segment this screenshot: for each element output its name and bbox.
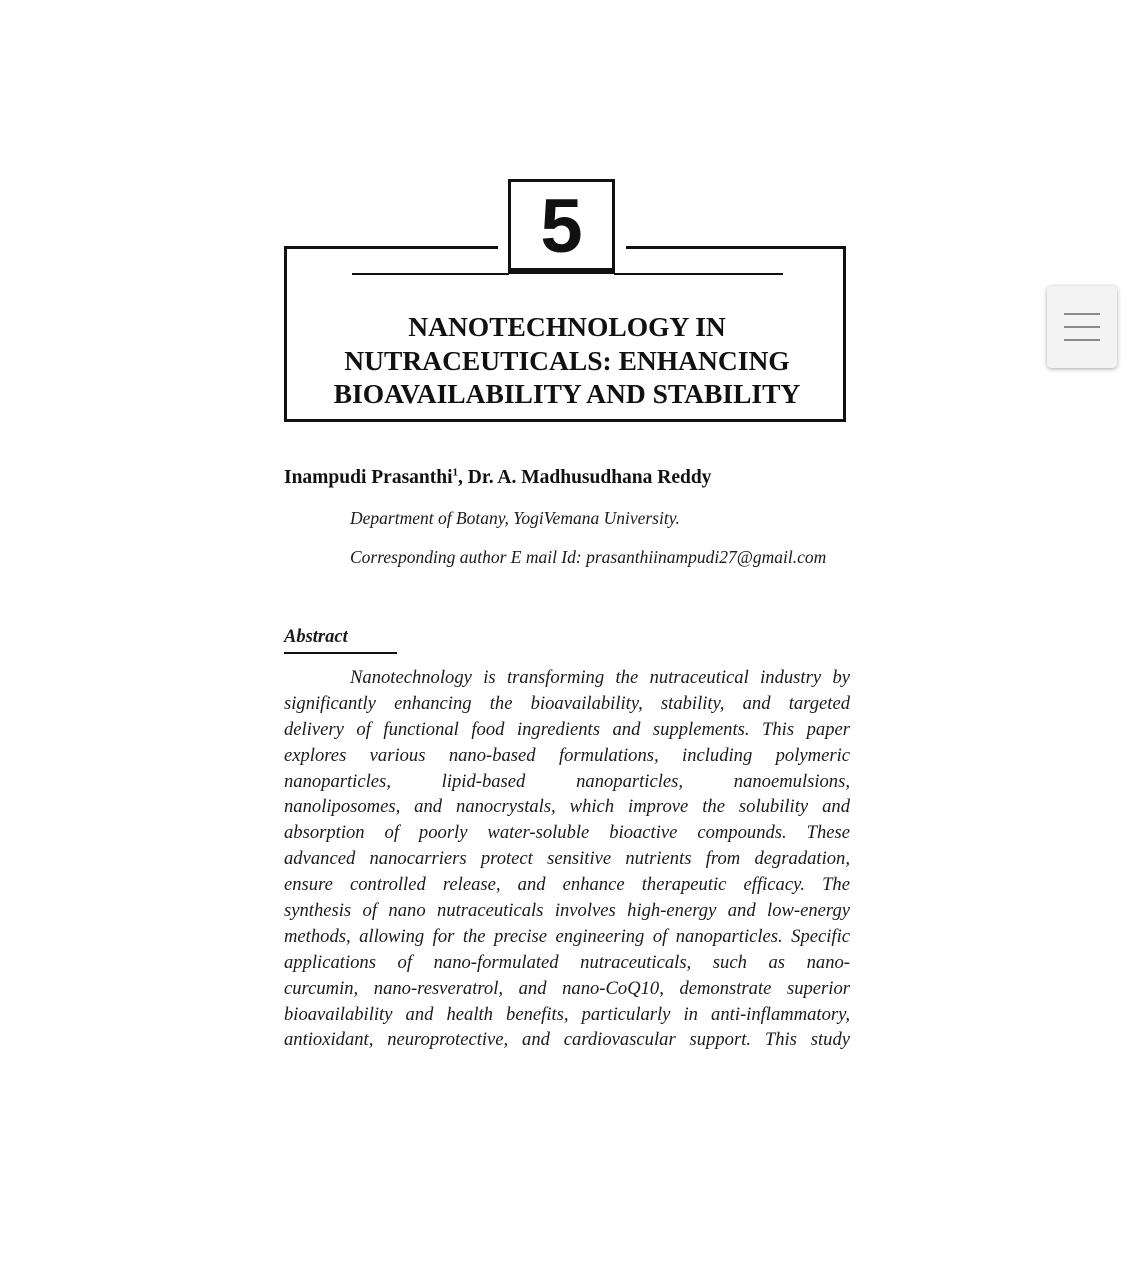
abstract-body: [284, 665, 850, 1053]
abstract-line: Nanotechnology is transforming the nutraceutical industry by: [350, 667, 850, 688]
chapter-title-line: NANOTECHNOLOGY IN: [408, 311, 726, 342]
chapter-number-box: [508, 179, 615, 274]
author-affiliation-mark: 1: [452, 466, 459, 479]
menu-button[interactable]: [1047, 286, 1117, 368]
abstract-line: antioxidant, neuroprotective, and cardiovascular support. This study: [284, 1029, 850, 1051]
abstract-heading-underline: [284, 652, 397, 654]
corresponding-email: Corresponding author E mail Id: prasanthiinampudi27@gmail.com: [350, 547, 827, 567]
abstract-line: synthesis of nano nutraceuticals involves high-energy and low-energy: [284, 900, 850, 922]
chapter-title-line: BIOAVAILABILITY AND STABILITY: [333, 378, 801, 409]
abstract-line: advanced nanocarriers protect sensitive nutrients from degradation,: [284, 848, 850, 870]
abstract-line: curcumin, nano-resveratrol, and nano-CoQ10, demonstrate superior: [284, 977, 850, 999]
abstract-line: nanoliposomes, and nanocrystals, which improve the solubility and: [284, 796, 850, 818]
menu-icon-bar: [1064, 326, 1100, 328]
chapter-number: 5: [540, 184, 583, 269]
abstract-line: absorption of poorly water-soluble bioactive compounds. These: [284, 822, 850, 844]
chapter-title: [284, 310, 850, 411]
abstract-line: bioavailability and health benefits, particularly in anti-inflammatory,: [284, 1003, 850, 1025]
chapter-rule-right: [614, 273, 783, 275]
abstract-line: significantly enhancing the bioavailability, stability, and targeted: [284, 692, 850, 714]
author-first: Inampudi Prasanthi: [284, 467, 453, 488]
chapter-rule-left: [352, 273, 509, 275]
abstract-line: nanoparticles, lipid-based nanoparticles, nanoemulsions,: [284, 770, 850, 792]
abstract-line: explores various nano-based formulations, including polymeric: [284, 744, 850, 766]
author-rest: , Dr. A. Madhusudhana Reddy: [458, 467, 712, 488]
hamburger-menu-icon: [1064, 313, 1100, 341]
chapter-title-line: NUTRACEUTICALS: ENHANCING: [344, 344, 790, 376]
department-affiliation: Department of Botany, YogiVemana University.: [350, 508, 680, 528]
author-line: [284, 466, 711, 490]
abstract-line: applications of nano-formulated nutraceuticals, such as nano-: [284, 951, 850, 973]
abstract-line: delivery of functional food ingredients and supplements. This paper: [284, 718, 850, 740]
menu-icon-bar: [1064, 339, 1100, 341]
abstract-line: methods, allowing for the precise engineering of nanoparticles. Specific: [284, 925, 850, 947]
menu-icon-bar: [1064, 313, 1100, 315]
abstract-line: ensure controlled release, and enhance therapeutic efficacy. The: [284, 874, 850, 896]
abstract-heading: Abstract: [284, 627, 348, 647]
